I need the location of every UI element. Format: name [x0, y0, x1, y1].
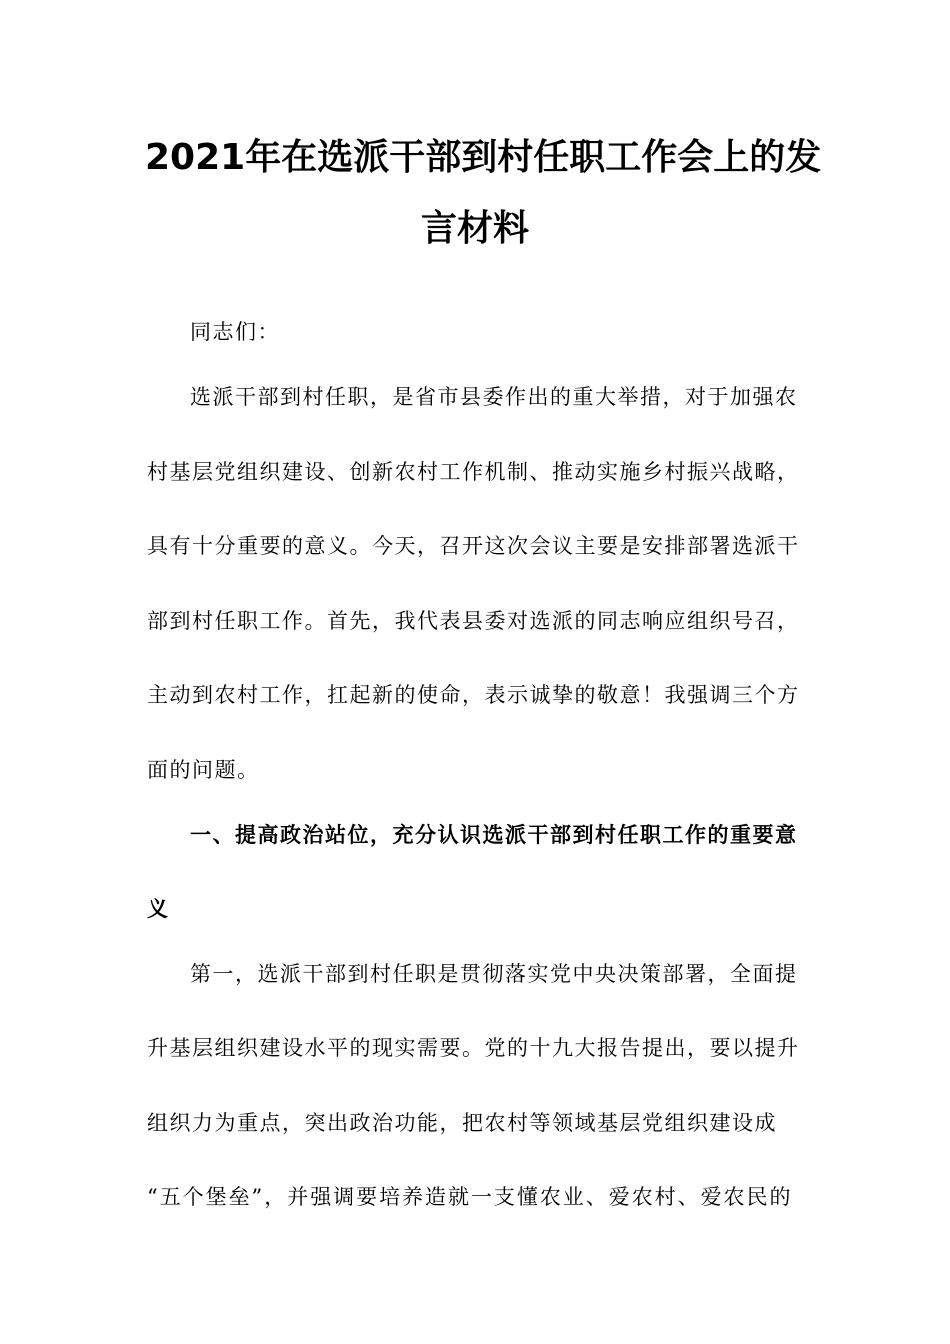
section-heading-1-line-1: 一、提高政治站位，充分认识选派干部到村任职工作的重要意: [190, 823, 798, 847]
section-heading-1-line-2: 义: [147, 897, 170, 921]
paragraph-2-line-2: 升基层组织建设水平的现实需要。党的十九大报告提出，要以提升: [147, 1036, 800, 1060]
paragraph-2-line-4: “五个堡垒”，并强调要培养造就一支懂农业、爱农村、爱农民的: [147, 1185, 792, 1209]
paragraph-1-line-2: 村基层党组织建设、创新农村工作机制、推动实施乡村振兴战略，: [147, 460, 800, 484]
document-title-line-1: 2021年在选派干部到村任职工作会上的发: [145, 137, 822, 178]
paragraph-1-line-6: 面的问题。: [147, 758, 260, 782]
paragraph-1-line-1: 选派干部到村任职，是省市县委作出的重大举措，对于加强农: [190, 385, 798, 409]
paragraph-2-line-1: 第一，选派干部到村任职是贯彻落实党中央决策部署，全面提: [190, 962, 798, 986]
paragraph-1-line-4: 部到村任职工作。首先，我代表县委对选派的同志响应组织号召，: [147, 609, 800, 633]
document-title-line-2: 言材料: [420, 208, 529, 249]
paragraph-1-line-3: 具有十分重要的意义。今天，召开这次会议主要是安排部署选派干: [147, 534, 800, 558]
paragraph-1-line-5: 主动到农村工作，扛起新的使命，表示诚挚的敬意！我强调三个方: [147, 683, 800, 707]
salutation: 同志们：: [190, 320, 280, 344]
paragraph-2-line-3: 组织力为重点，突出政治功能，把农村等领域基层党组织建设成: [147, 1111, 777, 1135]
